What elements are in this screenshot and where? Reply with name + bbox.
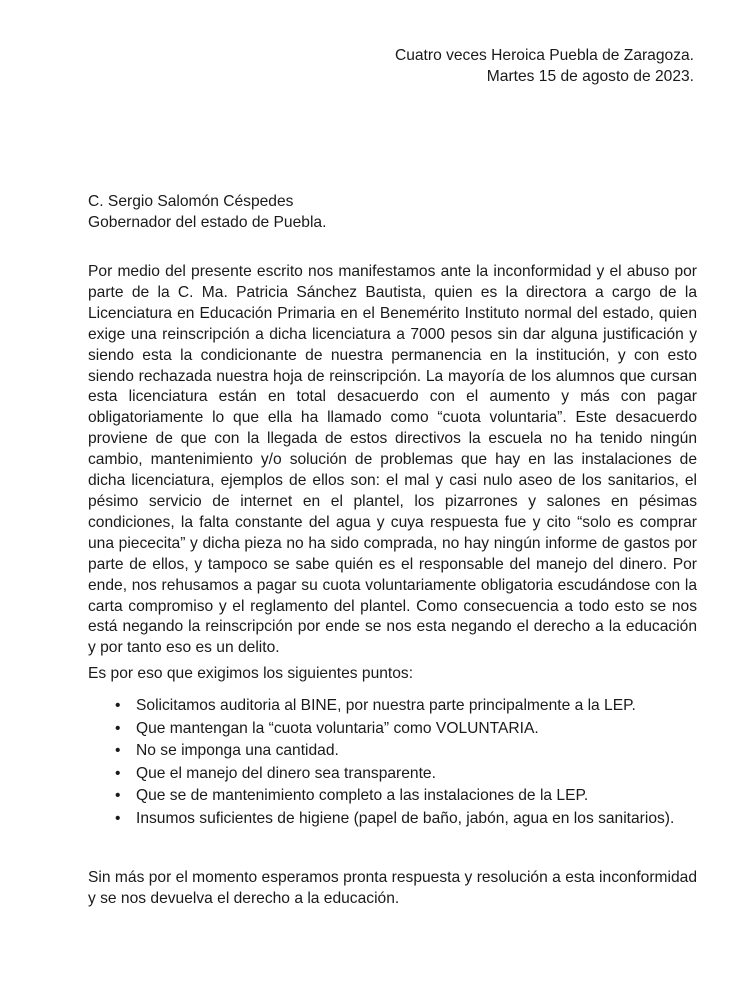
closing-paragraph: Sin más por el momento esperamos pronta respuesta y resolución a esta inconformidad y se nos devuelva el derecho a la educación.: [88, 869, 697, 907]
addressee-block: [88, 191, 326, 233]
place-date-block: [395, 45, 694, 87]
list-item: [88, 695, 708, 718]
list-item: [88, 740, 708, 763]
body-paragraph: Por medio del presente escrito nos manifestamos ante la inconformidad y el abuso por parte de la C. Ma. Patricia Sánchez Bautista, quien es la directora a cargo de la Licenciatura en Educación Primaria en el Benemérito Instituto normal del estado, quien exige una reinscripción a dicha licenciatura a 7000 pesos sin dar alguna justificación y siendo esta la condicionante de nuestra permanencia en la institución, y con esto siendo rechazada nuestra hoja de reinscripción. La mayoría de los alumnos que cursan esta licenciatura están en total desacuerdo con el aumento y más con pagar obligatoriamente lo que ella ha llamado como “cuota voluntaria”. Este desacuerdo proviene de que con la llegada de estos directivos la escuela no ha tenido ningún cambio, mantenimiento y/o solución de problemas que hay en las instalaciones de dicha licenciatura, ejemplos de ellos son: el mal y casi nulo aseo de los sanitarios, el pésimo servicio de internet en el plantel, los pizarrones y salones en pésimas condiciones, la falta constante del agua y cuya respuesta fue y cito “solo es comprar una piececita” y dicha pieza no ha sido comprada, no hay ningún informe de gastos por parte de ellos, y tampoco se sabe quién es el responsable del manejo del dinero. Por ende, nos rehusamos a pagar su cuota voluntariamente obligatoria escudándose con la carta compromiso y el reglamento del plantel. Como consecuencia a todo esto se nos está negando la reinscripción por ende se nos esta negando el derecho a la educación y por tanto eso es un delito.: [88, 263, 697, 657]
bullet-icon: •: [115, 764, 121, 782]
place-line: Cuatro veces Heroica Puebla de Zaragoza.: [394, 47, 694, 64]
list-item-text: Insumos suficientes de higiene (papel de baño, jabón, agua en los sanitarios).: [136, 809, 675, 827]
demands-list: [88, 695, 708, 830]
list-item: [88, 808, 708, 831]
list-item-text: Que el manejo del dinero sea transparente.: [136, 764, 436, 782]
demands-intro: Es por eso que exigimos los siguientes puntos:: [88, 665, 414, 682]
list-item: [88, 785, 708, 808]
date-line: Martes 15 de agosto de 2023.: [486, 68, 694, 85]
list-item-text: Solicitamos auditoria al BINE, por nuestra parte principalmente a la LEP.: [136, 697, 636, 714]
addressee-name: C. Sergio Salomón Céspedes: [88, 193, 294, 210]
list-item-text: Que se de mantenimiento completo a las instalaciones de la LEP.: [136, 787, 589, 804]
list-item-text: No se imponga una cantidad.: [136, 742, 339, 759]
addressee-title: Gobernador del estado de Puebla.: [88, 214, 327, 231]
list-item: [88, 763, 708, 786]
bullet-icon: •: [115, 787, 121, 804]
bullet-icon: •: [115, 719, 121, 737]
bullet-icon: •: [115, 742, 121, 759]
bullet-icon: •: [115, 697, 121, 714]
list-item: [88, 718, 708, 741]
bullet-icon: •: [115, 809, 121, 827]
list-item-text: Que mantengan la “cuota voluntaria” como VOLUNTARIA.: [136, 719, 539, 737]
